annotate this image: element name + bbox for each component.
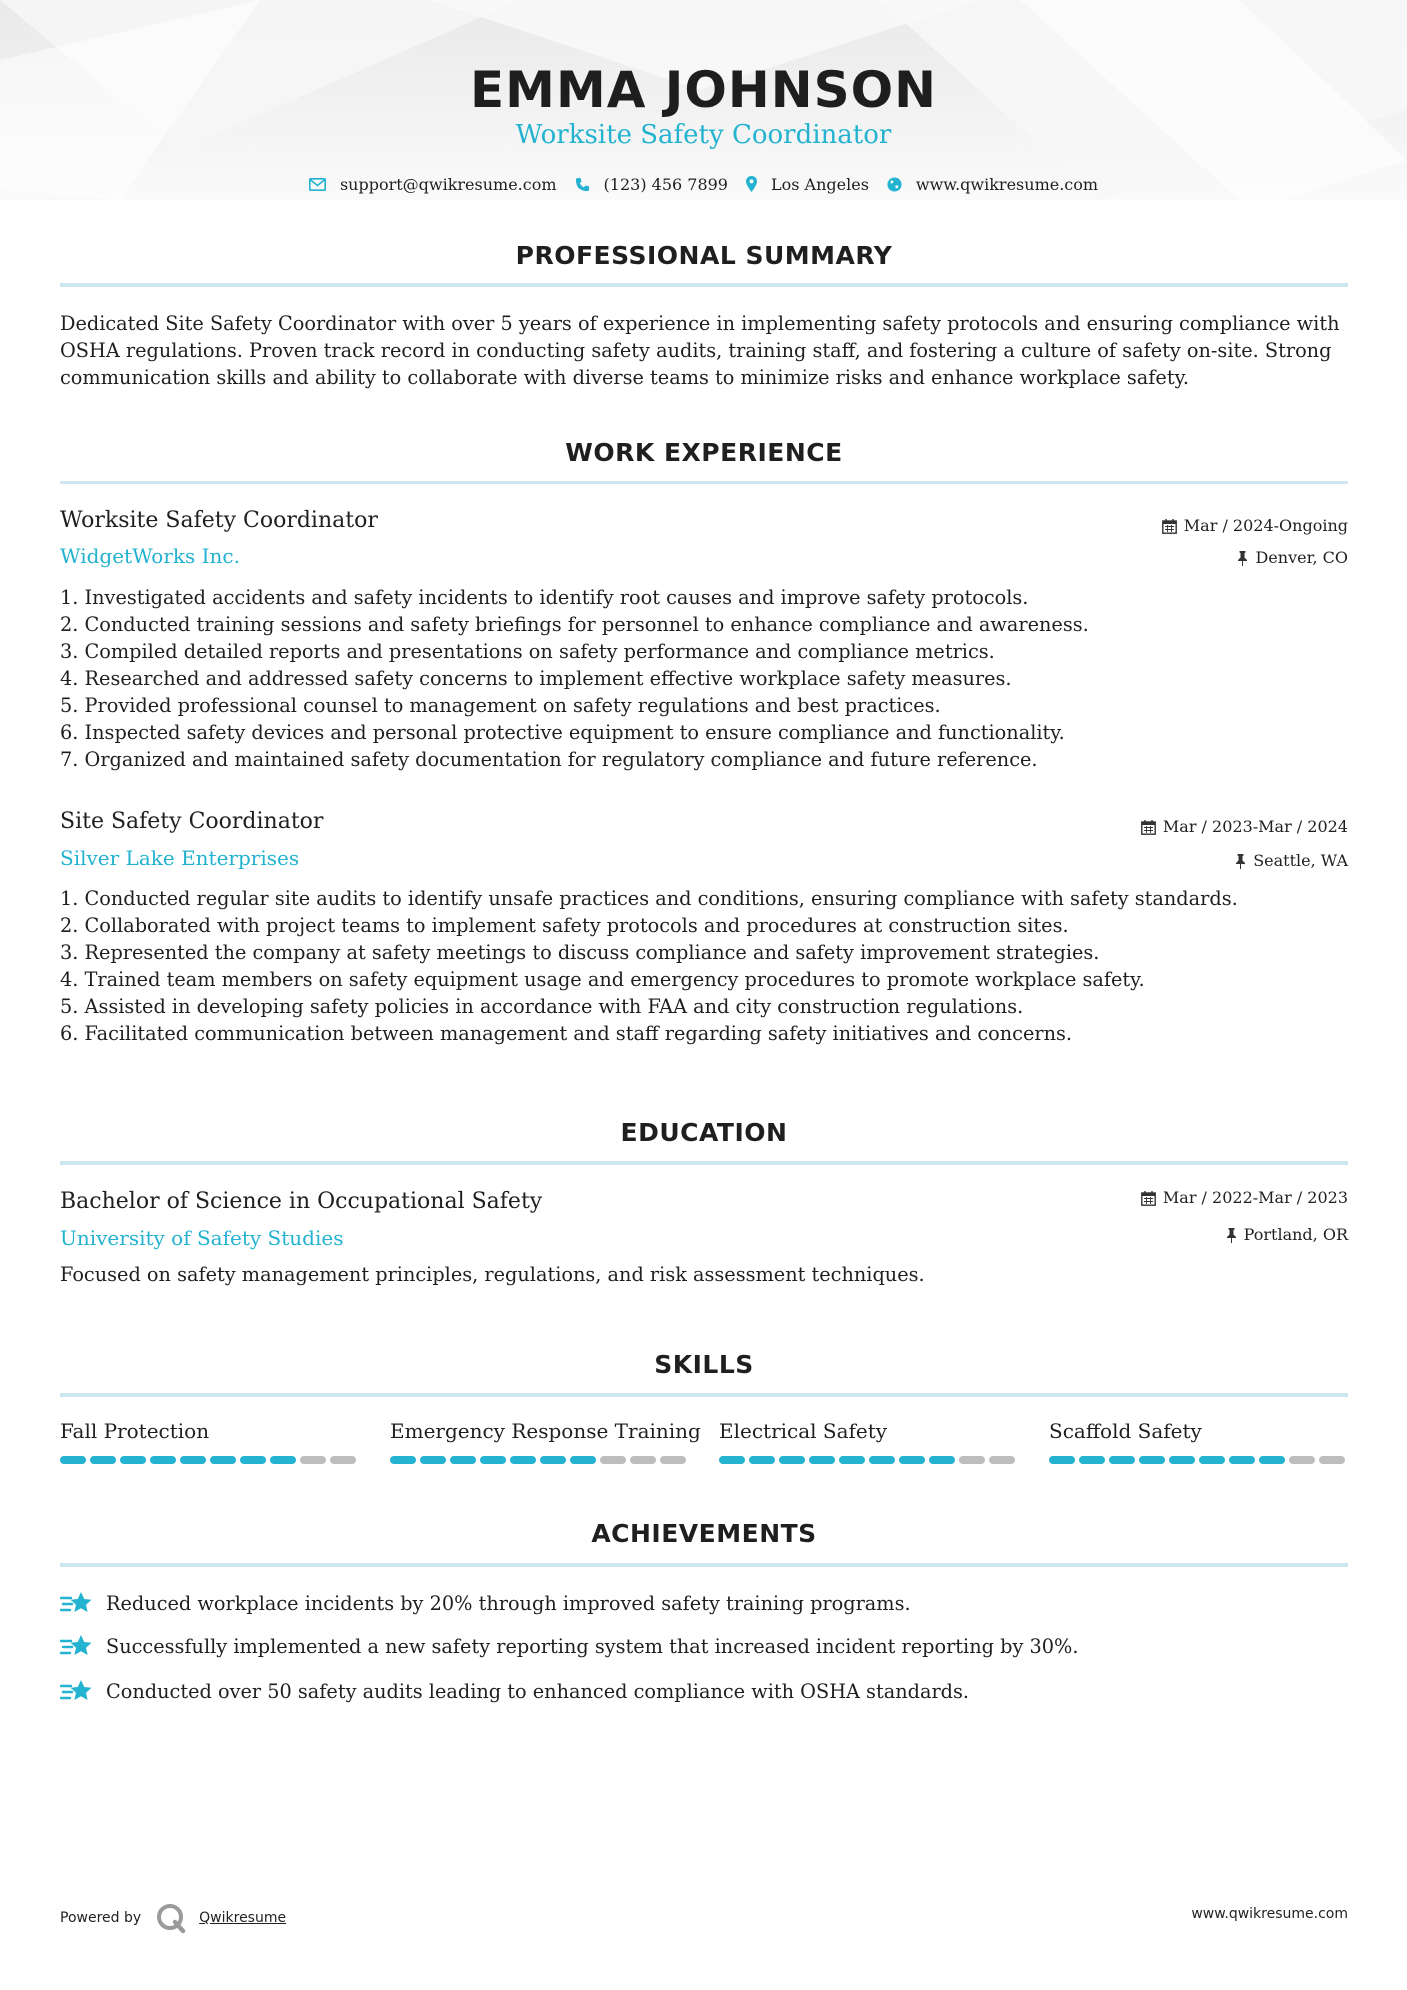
skill-segment-filled <box>1109 1456 1135 1464</box>
skill-segment-filled <box>60 1456 86 1464</box>
contact-bar <box>0 172 1407 196</box>
list-item: 4. Trained team members on safety equipment usage and emergency procedures to promote workplace safety. <box>60 968 1145 991</box>
skill-segment-filled <box>120 1456 146 1464</box>
summary-line: communication skills and ability to collaborate with diverse teams to minimize risks and enhance workplace safety. <box>60 366 1190 389</box>
skill-segment-empty <box>1289 1456 1315 1464</box>
skill-segment-empty <box>630 1456 656 1464</box>
list-item: 3. Compiled detailed reports and presentations on safety performance and compliance metrics. <box>60 640 995 663</box>
contact-location-text: Los Angeles <box>770 174 869 194</box>
contact-location <box>746 175 869 194</box>
pushpin-icon <box>1235 854 1246 869</box>
skill-name: Electrical Safety <box>719 1419 888 1443</box>
skill-segment-filled <box>749 1456 775 1464</box>
achievement-text: Conducted over 50 safety audits leading to enhanced compliance with OSHA standards. <box>106 1679 970 1703</box>
summary-text <box>60 310 1348 391</box>
list-item: 4. Researched and addressed safety concerns to implement effective workplace safety measures. <box>60 667 1012 690</box>
contact-email-text: support@qwikresume.com <box>339 174 557 194</box>
job-responsibilities <box>60 885 1348 1047</box>
job-location-text: Seattle, WA <box>1253 851 1348 870</box>
section-title-experience: WORK EXPERIENCE <box>565 438 843 467</box>
calendar-icon <box>1162 519 1177 534</box>
job-dates <box>1162 516 1348 536</box>
job-title: Worksite Safety Coordinator <box>60 508 378 533</box>
skill-segment-filled <box>570 1456 596 1464</box>
contact-email[interactable] <box>309 175 557 194</box>
job-location <box>1237 548 1348 568</box>
education-dates <box>1141 1188 1348 1208</box>
section-divider <box>60 1563 1348 1567</box>
list-item: 6. Facilitated communication between management and staff regarding safety initiatives and concerns. <box>60 1022 1073 1045</box>
job-location-text: Denver, CO <box>1255 548 1348 567</box>
skill-segment-filled <box>899 1456 925 1464</box>
skill-segment-filled <box>450 1456 476 1464</box>
skill-name: Fall Protection <box>60 1419 210 1443</box>
achievement-text: Reduced workplace incidents by 20% through improved safety training programs. <box>106 1591 911 1615</box>
skill-segment-filled <box>809 1456 835 1464</box>
job-location <box>1235 851 1348 871</box>
skill-level-bar <box>719 1456 1019 1464</box>
section-divider <box>60 1161 1348 1165</box>
skill-segment-filled <box>1079 1456 1105 1464</box>
skill-segment-empty <box>330 1456 356 1464</box>
skill-segment-filled <box>90 1456 116 1464</box>
list-item: 1. Investigated accidents and safety incidents to identify root causes and improve safety protocols. <box>60 586 1029 609</box>
skill-segment-filled <box>779 1456 805 1464</box>
pushpin-icon <box>1237 551 1248 566</box>
contact-website-text: www.qwikresume.com <box>915 174 1099 194</box>
job-dates-text: Mar / 2023-Mar / 2024 <box>1162 817 1348 836</box>
skill-segment-filled <box>839 1456 865 1464</box>
skill-segment-filled <box>180 1456 206 1464</box>
list-item: 7. Organized and maintained safety documentation for regulatory compliance and future reference. <box>60 748 1038 771</box>
list-item: 1. Conducted regular site audits to identify unsafe practices and conditions, ensuring compliance with safety standards. <box>60 887 1238 910</box>
skill-level-bar <box>390 1456 690 1464</box>
list-item: 5. Provided professional counsel to management on safety regulations and best practices. <box>60 694 941 717</box>
envelope-icon <box>309 178 326 191</box>
skill-segment-empty <box>989 1456 1015 1464</box>
powered-by-label: Powered by <box>60 1910 142 1926</box>
skill-segment-empty <box>660 1456 686 1464</box>
education-location-text: Portland, OR <box>1243 1225 1348 1244</box>
job-title: Site Safety Coordinator <box>60 809 324 834</box>
shooting-star-icon <box>60 1632 94 1660</box>
skill-segment-filled <box>1139 1456 1165 1464</box>
skill-segment-filled <box>510 1456 536 1464</box>
skill-segment-filled <box>1259 1456 1285 1464</box>
job-dates <box>1141 817 1348 837</box>
phone-icon <box>575 177 590 192</box>
skill-segment-filled <box>1169 1456 1195 1464</box>
achievement-text: Successfully implemented a new safety reporting system that increased incident reporting by 30%. <box>106 1634 1079 1658</box>
summary-line: OSHA regulations. Proven track record in conducting safety audits, training staff, and fostering a culture of safety on-site. Strong <box>60 339 1332 362</box>
footer-url[interactable]: www.qwikresume.com <box>1191 1906 1348 1922</box>
summary-line: Dedicated Site Safety Coordinator with over 5 years of experience in implementing safety protocols and ensuring compliance with <box>60 312 1340 335</box>
company-name: Silver Lake Enterprises <box>60 846 300 870</box>
contact-website[interactable] <box>887 175 1098 194</box>
skill-segment-filled <box>1199 1456 1225 1464</box>
list-item: 3. Represented the company at safety meetings to discuss compliance and safety improvement strategies. <box>60 941 1100 964</box>
skill-segment-filled <box>869 1456 895 1464</box>
achievement-item <box>60 1632 1078 1660</box>
education-dates-text: Mar / 2022-Mar / 2023 <box>1162 1188 1348 1207</box>
list-item: 6. Inspected safety devices and personal protective equipment to ensure compliance and functionality. <box>60 721 1065 744</box>
skill-item <box>1049 1418 1349 1464</box>
skill-name: Scaffold Safety <box>1049 1419 1202 1443</box>
contact-phone[interactable] <box>575 175 728 194</box>
skill-segment-filled <box>540 1456 566 1464</box>
candidate-title: Worksite Safety Coordinator <box>515 120 892 150</box>
calendar-icon <box>1141 820 1156 835</box>
skill-segment-empty <box>1319 1456 1345 1464</box>
map-marker-icon <box>746 176 757 192</box>
skill-segment-empty <box>959 1456 985 1464</box>
skill-level-bar <box>1049 1456 1349 1464</box>
company-name: WidgetWorks Inc. <box>60 544 240 568</box>
skill-segment-filled <box>270 1456 296 1464</box>
skill-segment-filled <box>210 1456 236 1464</box>
qwikresume-logo-icon <box>155 1902 187 1934</box>
section-title-summary: PROFESSIONAL SUMMARY <box>515 241 893 270</box>
skill-segment-filled <box>480 1456 506 1464</box>
list-item: 2. Conducted training sessions and safety briefings for personnel to enhance compliance and awareness. <box>60 613 1089 636</box>
footer-powered-by <box>60 1902 286 1934</box>
calendar-icon <box>1141 1191 1156 1206</box>
skill-segment-filled <box>150 1456 176 1464</box>
qwikresume-link[interactable]: Qwikresume <box>199 1910 287 1926</box>
shooting-star-icon <box>60 1677 94 1705</box>
skill-name: Emergency Response Training <box>390 1419 701 1443</box>
pushpin-icon <box>1226 1228 1237 1243</box>
degree-title: Bachelor of Science in Occupational Safety <box>60 1189 543 1214</box>
section-title-education: EDUCATION <box>620 1118 788 1147</box>
shooting-star-icon <box>60 1589 94 1617</box>
section-divider <box>60 283 1348 287</box>
skill-segment-filled <box>240 1456 266 1464</box>
skill-segment-filled <box>929 1456 955 1464</box>
candidate-name: EMMA JOHNSON <box>470 61 937 119</box>
education-description: Focused on safety management principles, regulations, and risk assessment techniques. <box>60 1263 925 1286</box>
globe-icon <box>887 177 902 192</box>
list-item: 2. Collaborated with project teams to implement safety protocols and procedures at construction sites. <box>60 914 1069 937</box>
skill-segment-empty <box>600 1456 626 1464</box>
skill-segment-filled <box>390 1456 416 1464</box>
skill-level-bar <box>60 1456 360 1464</box>
skill-segment-filled <box>420 1456 446 1464</box>
skill-segment-empty <box>300 1456 326 1464</box>
skill-segment-filled <box>1049 1456 1075 1464</box>
section-title-skills: SKILLS <box>654 1350 754 1379</box>
education-location <box>1226 1225 1348 1245</box>
contact-phone-text: (123) 456 7899 <box>603 174 728 194</box>
skill-item <box>60 1418 360 1464</box>
section-divider <box>60 481 1348 484</box>
job-dates-text: Mar / 2024-Ongoing <box>1183 516 1348 535</box>
achievement-item <box>60 1589 911 1617</box>
job-responsibilities <box>60 584 1348 773</box>
school-name: University of Safety Studies <box>60 1226 344 1250</box>
achievement-item <box>60 1677 969 1705</box>
skill-segment-filled <box>1229 1456 1255 1464</box>
skill-item <box>719 1418 1019 1464</box>
section-title-achievements: ACHIEVEMENTS <box>591 1519 817 1548</box>
list-item: 5. Assisted in developing safety policies in accordance with FAA and city construction regulations. <box>60 995 1024 1018</box>
skill-segment-filled <box>719 1456 745 1464</box>
skill-item <box>390 1418 701 1464</box>
section-divider <box>60 1393 1348 1397</box>
